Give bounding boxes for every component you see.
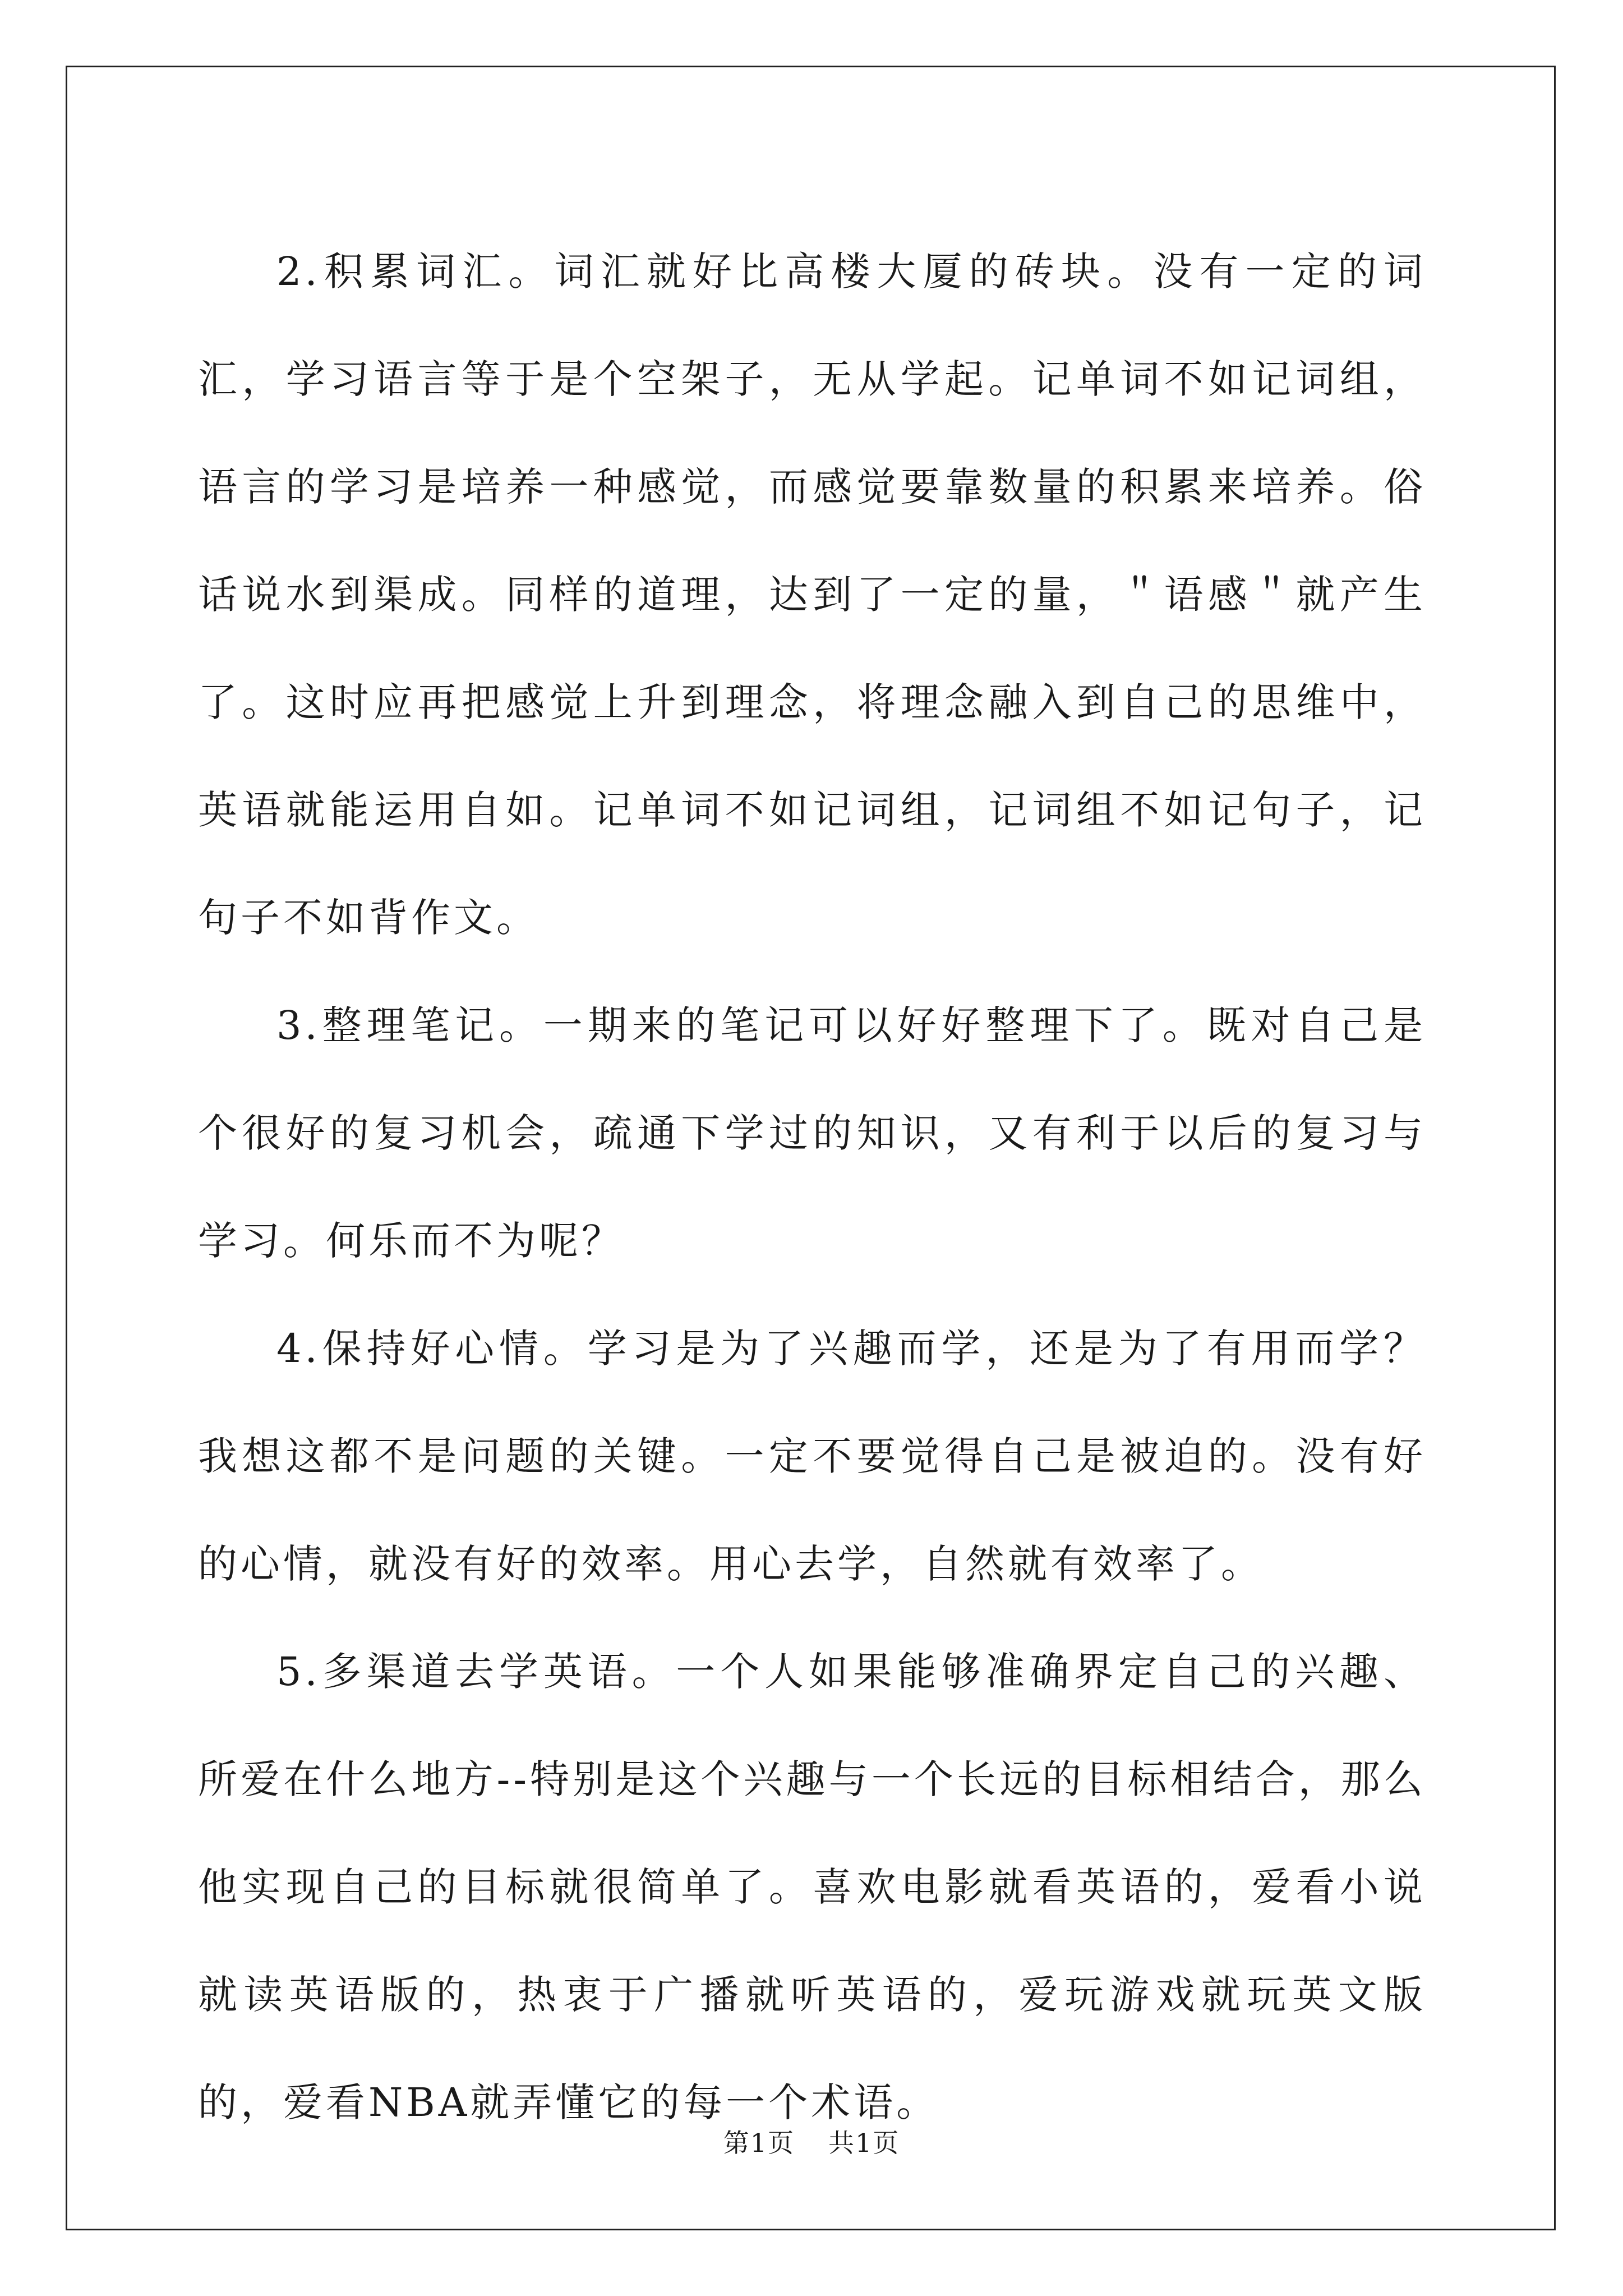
paragraph-vocabulary: 2.积累词汇。词汇就好比高楼大厦的砖块。没有一定的词汇，学习语言等于是个空架子，无从学起。记单词不如记词组，语言的学习是培养一种感觉，而感觉要靠数量的积累来培养。俗话说水到渠成。同样的道理，达到了一定的量，＂语感＂就产生了。这时应再把感觉上升到理念，将理念融入到自己的思维中，英语就能运用自如。记单词不如记词组，记词组不如记句子，记句子不如背作文。: [198, 249, 1426, 941]
document-body: [198, 218, 1426, 2156]
page-number: 第1页: [723, 2128, 795, 2158]
page-total: 共1页: [828, 2128, 900, 2158]
paragraph-mood: 4.保持好心情。学习是为了兴趣而学，还是为了有用而学？我想这都不是问题的关键。一定不要觉得自己是被迫的。没有好的心情，就没有好的效率。用心去学，自然就有效率了。: [198, 1326, 1426, 1587]
paragraph-channels: 5.多渠道去学英语。一个人如果能够准确界定自己的兴趣、所爱在什么地方--特别是这个兴趣与一个长远的目标相结合，那么他实现自己的目标就很简单了。喜欢电影就看英语的，爱看小说就读英语版的，热衷于广播就听英语的，爱玩游戏就玩英文版的，爱看NBA就弄懂它的每一个术语。: [198, 1649, 1426, 2125]
paragraph-notes: 3.整理笔记。一期来的笔记可以好好整理下了。既对自己是个很好的复习机会，疏通下学过的知识，又有利于以后的复习与学习。何乐而不为呢？: [198, 1002, 1426, 1264]
page-footer: [0, 2126, 1623, 2160]
